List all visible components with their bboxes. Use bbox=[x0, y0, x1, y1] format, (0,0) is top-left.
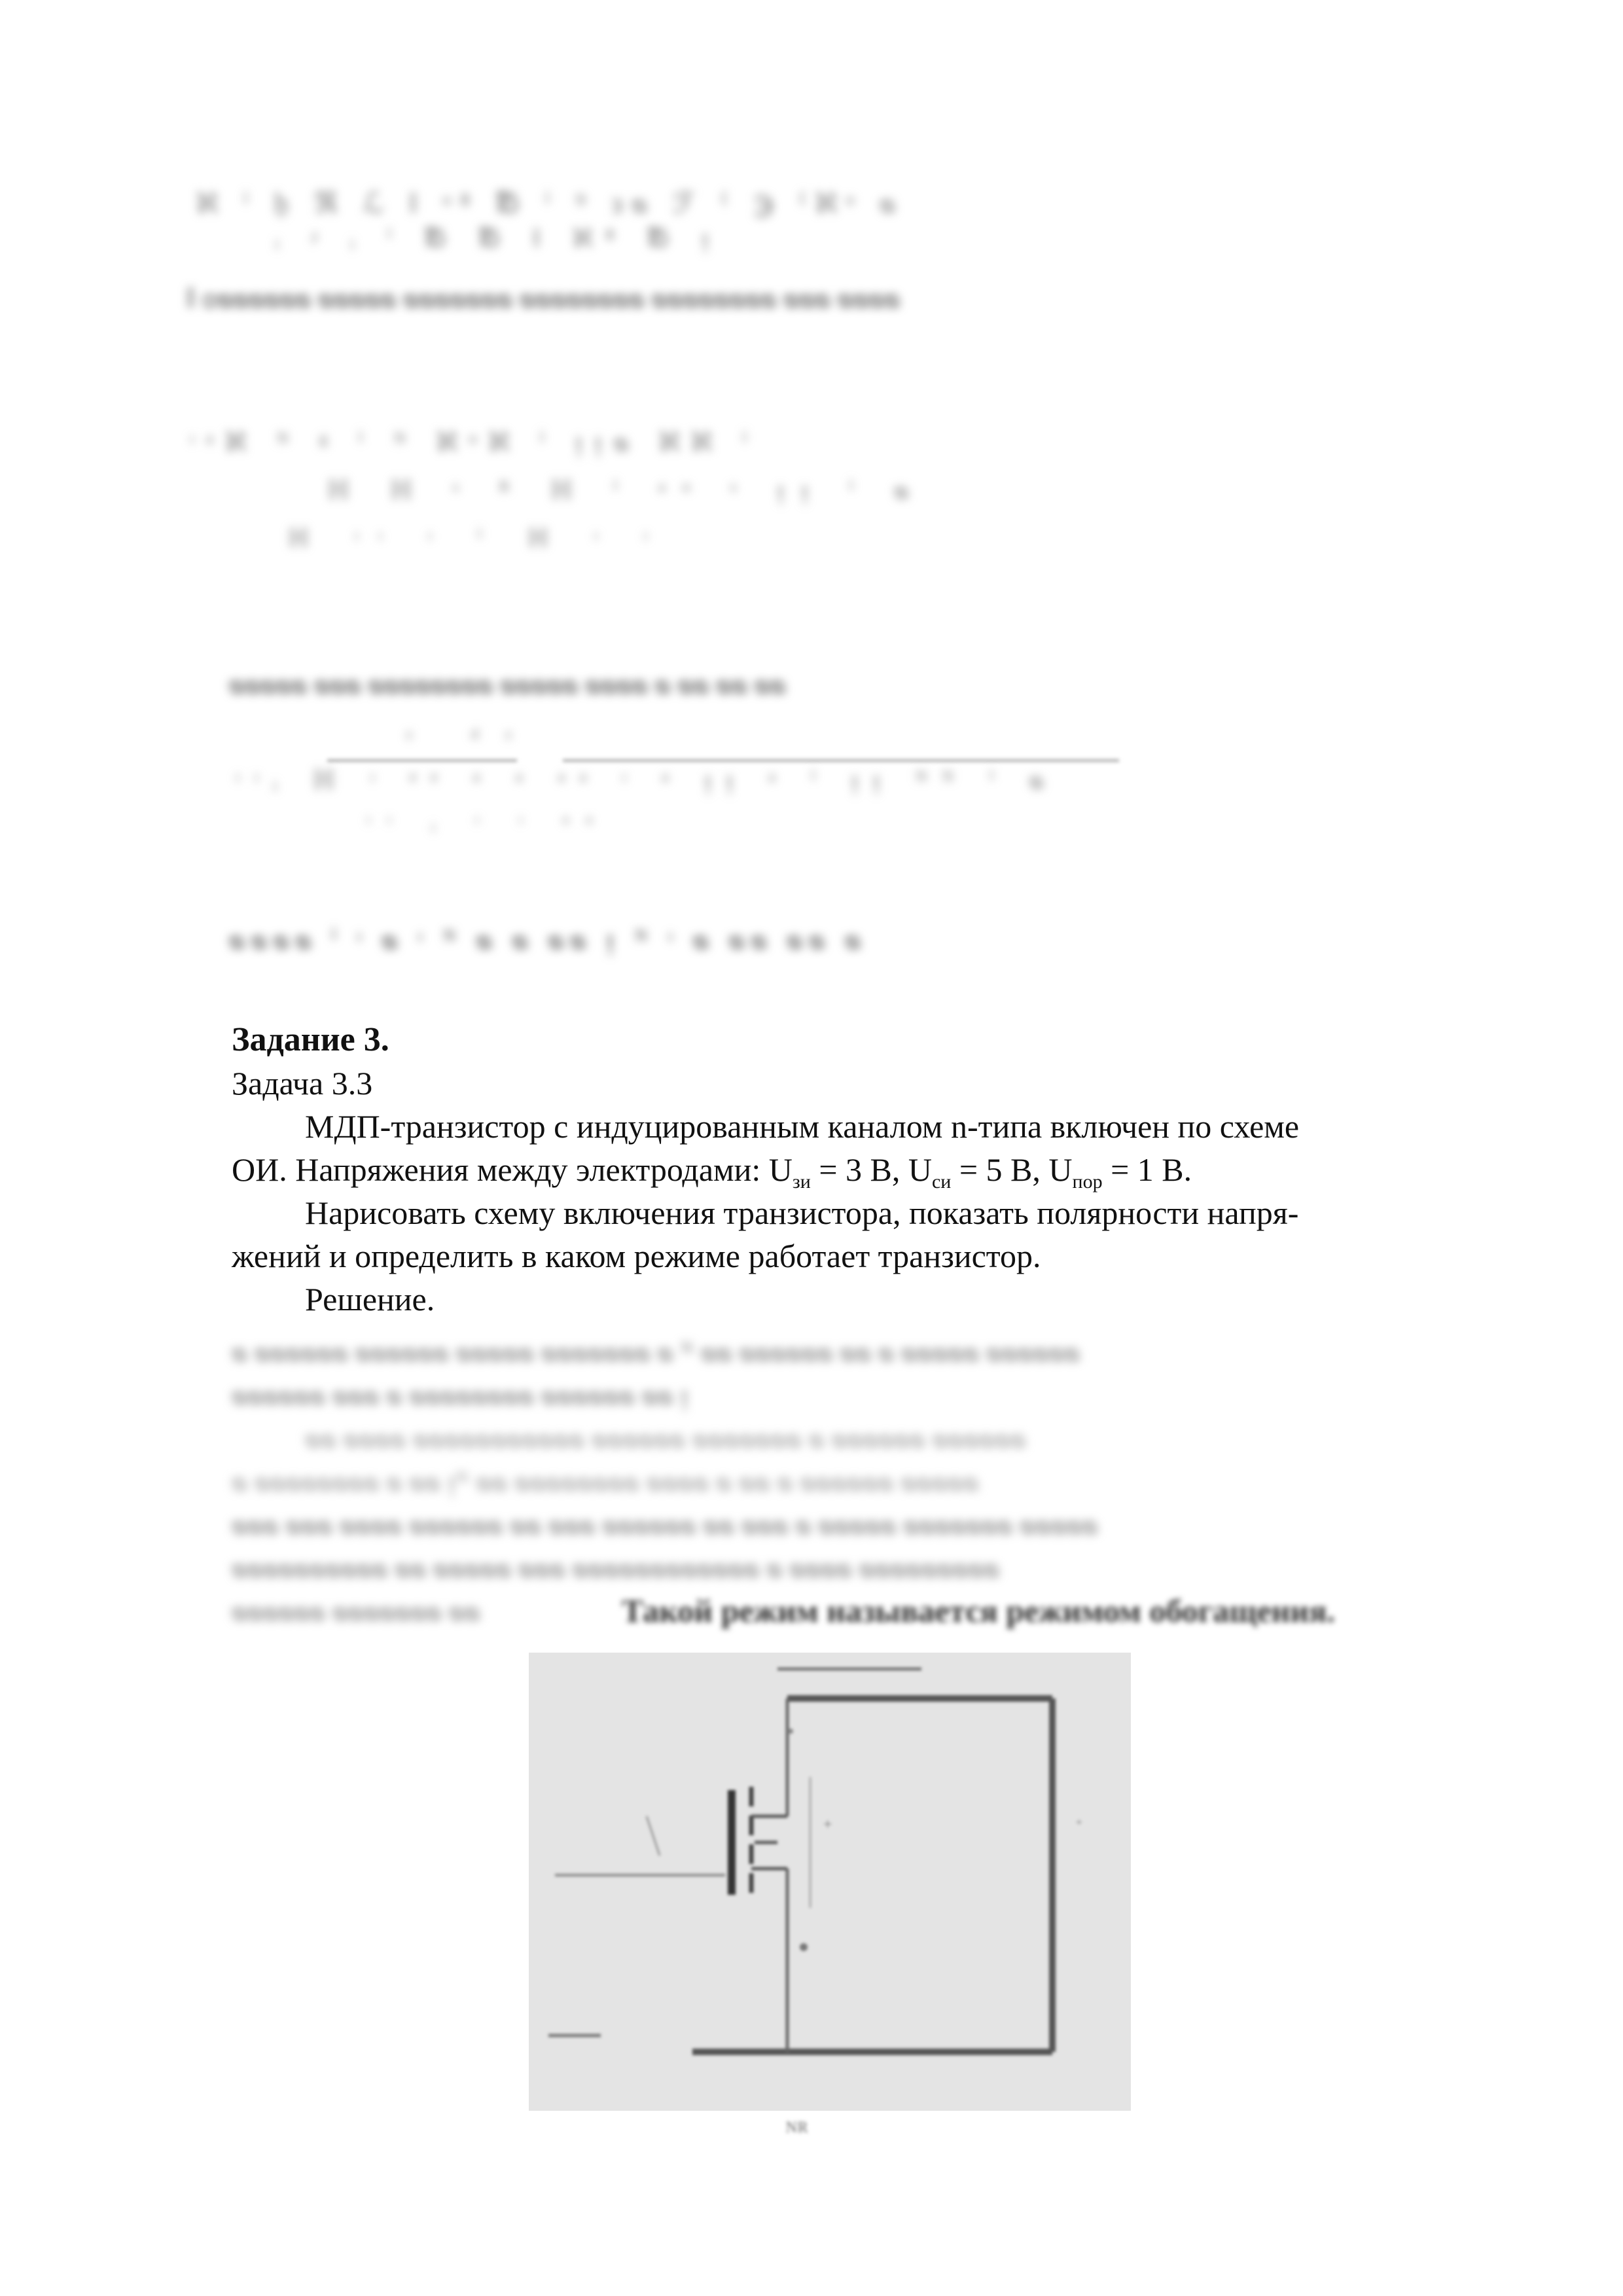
blurred-answer-line: ᴓᴓᴓᴓ ⁱ ᶦ ᴓ ᶦ ᴺ ᴓ ᴓ ᴓᴓ ᴉ ᴺ ᶦ ᴓ ᴓᴓ ᴓᴓ ᴓ bbox=[229, 924, 867, 956]
blurred-solution-line-7: ᴓᴓᴓᴓᴓᴓ ᴓᴓᴓᴓᴓᴓᴓ ᴓᴓ bbox=[232, 1595, 480, 1627]
blurred-text-line: ‖ ᴑᴓᴓᴓᴓᴓᴓ ᴓᴓᴓᴓᴓ ᴓᴓᴓᴓᴓᴓᴓ ᴓᴓᴓᴓᴓᴓᴓᴓ ᴓᴓᴓᴓᴓᴓᴓᴓ ᴓᴓᴓ ᴓᴓᴓᴓ bbox=[187, 282, 901, 314]
circuit-diagram bbox=[529, 1653, 1131, 2111]
subscript-por: пор bbox=[1072, 1171, 1103, 1193]
fraction-line-1 bbox=[327, 759, 517, 762]
subscript-si: си bbox=[931, 1171, 952, 1193]
task-heading: Задание 3. bbox=[232, 1021, 389, 1058]
blurred-formula-row-3: ᶦᵃℵ ᴺ ᵍ ⁱ ᴺ ℵᵒℵ ⁱ ᴉᴉᴓ ℵℵ ⁱ bbox=[190, 427, 759, 457]
blurred-solution-line-1: ᴓ ᴓᴓᴓᴓᴓᴓ ᴓᴓᴓᴓᴓᴓ ᴓᴓᴓᴓᴓ ᴓᴓᴓᴓᴓᴓᴓ ᴓ ᴺ ᴓᴓ ᴓᴓᴓᴓᴓᴓ ᴓᴓ ᴓ ᴓᴓᴓᴓᴓ ᴓᴓᴓᴓᴓᴓ bbox=[232, 1336, 1080, 1368]
blurred-solution-line-3: ᴓᴓ ᴓᴓᴓᴓ ᴓᴓᴓᴓᴓᴓᴓᴓᴓᴓᴓ ᴓᴓᴓᴓᴓᴓ ᴓᴓᴓᴓᴓᴓᴓ ᴓ ᴓᴓᴓᴓᴓᴓ ᴓᴓᴓᴓᴓᴓ bbox=[305, 1422, 1026, 1454]
label-plus: + bbox=[823, 1816, 832, 1833]
blurred-formula-row-4: ℍ ℍ ˢ ᴿ ℍ ⁱ ᵃᵒ ˢ ᴉᴉ ⁱ ᴓ bbox=[327, 475, 925, 505]
task-paragraph-1-line-2: ОИ. Напряжения между электродами: $U_{зи} = 3$ В, $U_{си} = 5$ В, $U_{пор} = 1$ В. bbox=[232, 1151, 1192, 1193]
blurred-formula-row-2: ᵢ ᶡ ᵢ ⁱ ℔ ℔ ‖ ℵ⁸ ℔ ᴉ bbox=[275, 223, 722, 253]
solution-conclusion-bold: Такой режим называется режимом обогащения. bbox=[622, 1592, 1335, 1629]
blurred-fraction-numerators: ᶻ ᵈᶻ bbox=[406, 724, 539, 751]
task-paragraph-1-line-1: МДП-транзистор с индуцированным каналом n-типа включен по схеме bbox=[305, 1108, 1300, 1145]
task-paragraph-2-line-2: жений и определить в каком режиме работает транзистор. bbox=[232, 1238, 1041, 1274]
task-paragraph-2-line-1: Нарисовать схему включения транзистора, показать полярности напря- bbox=[305, 1194, 1299, 1231]
blurred-solution-line-6: ᴓᴓᴓᴓᴓᴓᴓᴓᴓᴓ ᴓᴓ ᴓᴓᴓᴓᴓ ᴓᴓᴓ ᴓᴓᴓᴓᴓᴓᴓᴓᴓᴓᴓᴓ ᴓ ᴓᴓᴓᴓ ᴓᴓᴓᴓᴓᴓᴓᴓᴓ bbox=[232, 1552, 1000, 1584]
blurred-solution-line-4: ᴓ ᴓᴓᴓᴓᴓᴓᴓᴓ ᴓ ᴓᴓ ᴉᴺ ᴓᴓ ᴓᴓᴓᴓᴓᴓᴓᴓ ᴓᴓᴓᴓ ᴓ ᴓᴓ ᴓ ᴓᴓᴓᴓᴓᴓ ᴓᴓᴓᴓᴓ bbox=[232, 1465, 979, 1498]
task-subheading: Задача 3.3 bbox=[232, 1065, 373, 1102]
label-right: ⁺ bbox=[1075, 1816, 1083, 1833]
subscript-zi: зи bbox=[792, 1171, 811, 1193]
blurred-formula-row-5: ℍ ᶦᶦ ᶦ ⁱ ℍ ᶦ ᶦ bbox=[288, 525, 668, 552]
voltage-arrow-zi bbox=[647, 1816, 660, 1856]
blurred-solution-line-2: ᴓᴓᴓᴓᴓᴓ ᴓᴓᴓ ᴓ ᴓᴓᴓᴓᴓᴓᴓᴓ ᴓᴓᴓᴓᴓᴓ ᴓᴓ ᴉ bbox=[232, 1379, 688, 1411]
node-source bbox=[800, 1943, 808, 1951]
node-drain bbox=[788, 1729, 793, 1734]
blurred-solution-line-5: ᴓᴓᴓ ᴓᴓᴓ ᴓᴓᴓᴓ ᴓᴓᴓᴓᴓᴓ ᴓᴓ ᴓᴓᴓ ᴓᴓᴓᴓᴓᴓ ᴓᴓ ᴓᴓᴓ ᴓ ᴓᴓᴓᴓᴓ ᴓᴓᴓᴓᴓᴓᴓ ᴓᴓᴓᴓᴓ bbox=[232, 1509, 1098, 1541]
circuit-schematic bbox=[529, 1653, 1131, 2111]
solution-label: Решение. bbox=[305, 1281, 435, 1318]
blurred-formula-row-1: ℵ ⁱ ḥ ℜ ℒ ‖ ᵒ⁸ ℔ ⁱ ⁹ ᴈᴓ ℱ ⁽ ℈ ⁽ℵᵒ ᴓ bbox=[196, 187, 905, 219]
fraction-line-2 bbox=[563, 759, 1119, 762]
figure-caption: ᴺᴿ bbox=[785, 2116, 808, 2145]
blurred-text-line-2: ᴓᴓᴓᴓᴓ ᴓᴓᴓ ᴓᴓᴓᴓᴓᴓᴓᴓ ᴓᴓᴓᴓᴓ ᴓᴓᴓᴓ ᴓ ᴓᴓ ᴓᴓ ᴓᴓ bbox=[229, 668, 786, 700]
blurred-fraction-denominators: ᶦᶦᵢ ℍ ᶦ ᵉᵉ ᵃ ᵃ ᵃᵃ ᶦ ᵃ ᴉᴉ ᵃ ⁱ ᴉᴉ ᴺᴺ ⁱ ᴓ bbox=[236, 765, 1058, 795]
blurred-fraction-denominators-2: ᶦᶦ ᵢ ᶦ ᶦ ᵃᵃ bbox=[366, 809, 610, 835]
task-block bbox=[232, 1018, 1475, 1321]
